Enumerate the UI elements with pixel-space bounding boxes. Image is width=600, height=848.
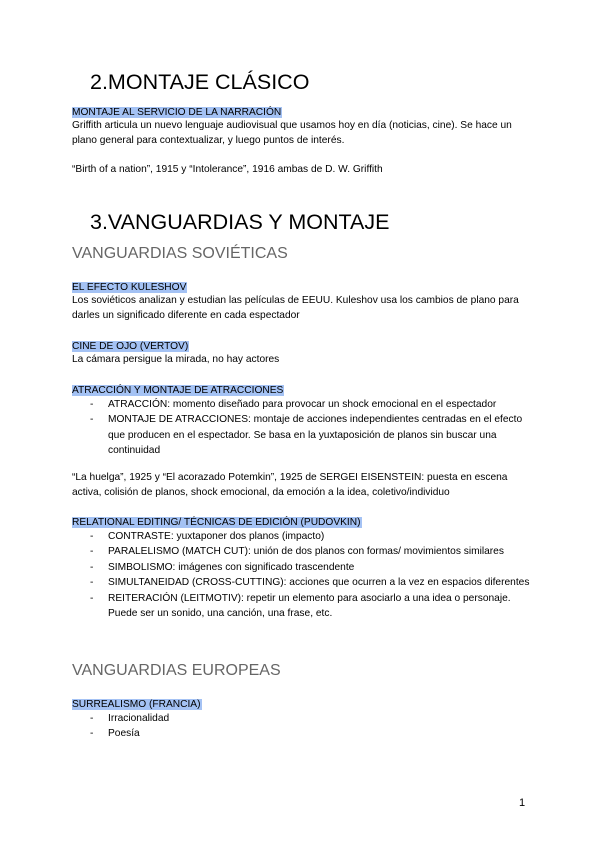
- subheading-vanguardias-europeas: VANGUARDIAS EUROPEAS: [72, 662, 281, 679]
- label-atraccion: [72, 384, 284, 397]
- list-atraccion: [72, 397, 530, 459]
- list-item: - SIMBOLISMO: imágenes con significado trascendente: [72, 560, 530, 575]
- list-surrealismo: [72, 711, 530, 742]
- heading-montaje-clasico: 2.MONTAJE CLÁSICO: [90, 70, 310, 94]
- label-atraccion-text: ATRACCIÓN Y MONTAJE DE ATRACCIONES: [72, 385, 284, 396]
- label-montaje-narracion-text: MONTAJE AL SERVICIO DE LA NARRACIÓN: [72, 107, 282, 118]
- paragraph-griffith: Griffith articula un nuevo lenguaje audiovisual que usamos hoy en día (noticias, cine). Se hace un plano general para contextualizar, y luego puntos de interés.: [72, 120, 512, 147]
- list-item: - ATRACCIÓN: momento diseñado para provocar un shock emocional en el espectador: [72, 397, 530, 412]
- list-relational-editing: [72, 529, 530, 621]
- label-relational-editing: [72, 516, 362, 529]
- page-number: 1: [519, 797, 526, 809]
- list-item: - CONTRASTE: yuxtaponer dos planos (impacto): [72, 529, 530, 544]
- list-item: - REITERACIÓN (LEITMOTIV): repetir un elemento para asociarlo a una idea o personaje. Puede ser un sonido, una canción, una frase, etc.: [72, 591, 530, 622]
- list-item: - PARALELISMO (MATCH CUT): unión de dos planos con formas/ movimientos similares: [72, 544, 530, 559]
- paragraph-cine-de-ojo: La cámara persigue la mirada, no hay actores: [72, 354, 280, 365]
- heading-vanguardias-montaje: 3.VANGUARDIAS Y MONTAJE: [90, 210, 390, 234]
- label-cine-de-ojo-text: CINE DE OJO (VERTOV): [72, 341, 189, 352]
- subheading-vanguardias-sovieticas: VANGUARDIAS SOVIÉTICAS: [72, 245, 288, 262]
- list-item: - Irracionalidad: [72, 711, 530, 726]
- list-item: - Poesía: [72, 726, 530, 741]
- paragraph-eisenstein: “La huelga”, 1925 y “El acorazado Potemkin”, 1925 de SERGEI EISENSTEIN: puesta en escena activa, colisión de planos, shock emocional, da emoción a la idea, coletivo/individuo: [72, 472, 508, 499]
- paragraph-griffith-films: “Birth of a nation”, 1915 y “Intolerance”, 1916 ambas de D. W. Griffith: [72, 164, 383, 175]
- label-surrealismo: [72, 698, 202, 711]
- label-efecto-kuleshov-text: EL EFECTO KULESHOV: [72, 282, 187, 293]
- label-surrealismo-text: SURREALISMO (FRANCIA): [72, 699, 201, 710]
- list-item: - SIMULTANEIDAD (CROSS-CUTTING): acciones que ocurren a la vez en espacios diferentes: [72, 575, 530, 590]
- label-relational-editing-text: RELATIONAL EDITING/ TÉCNICAS DE EDICIÓN (PUDOVKIN): [72, 517, 361, 528]
- list-item: - MONTAJE DE ATRACCIONES: montaje de acciones independientes centradas en el efecto que producen en el espectador. Se basa en la yuxtaposición de planos sin buscar una continuidad: [72, 412, 530, 458]
- paragraph-kuleshov: Los soviéticos analizan y estudian las películas de EEUU. Kuleshov usa los cambios de plano para darles un significado diferente en cada espectador: [72, 295, 519, 322]
